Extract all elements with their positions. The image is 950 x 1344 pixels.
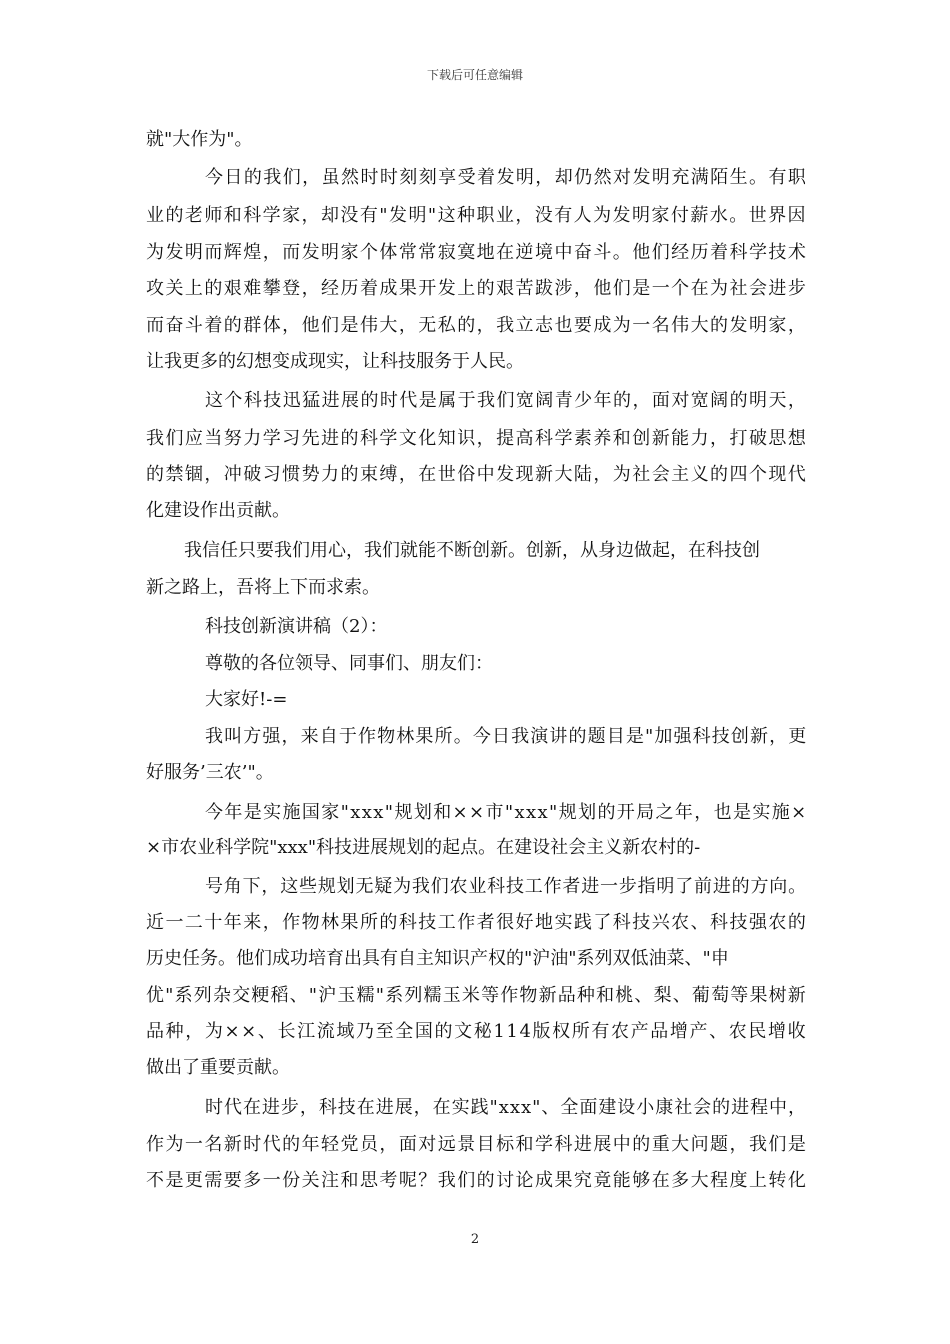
- page-number: 2: [470, 1232, 480, 1247]
- text-line: 攻关上的艰难攀登，经历着成果开发上的艰苦跋涉，他们是一个在为社会进步: [146, 278, 808, 299]
- text-line: 做出了重要贡献。: [146, 1057, 290, 1078]
- text-line: 我们应当努力学习先进的科学文化知识，提高科学素养和创新能力，打破思想: [146, 428, 808, 449]
- text-line: 号角下，这些规划无疑为我们农业科技工作者进一步指明了前进的方向。: [205, 876, 807, 897]
- text-line: 今日的我们，虽然时时刻刻享受着发明，却仍然对发明充满陌生。有职: [205, 167, 808, 188]
- text-line: 就"大作为"。: [146, 129, 253, 150]
- text-line: 我叫方强，来自于作物林果所。今日我演讲的题目是"加强科技创新，更: [205, 726, 808, 747]
- text-line: 这个科技迅猛进展的时代是属于我们宽阔青少年的，面对宽阔的明天，: [205, 390, 808, 411]
- text-line: 时代在进步，科技在进展，在实践"xxx"、全面建设小康社会的进程中，: [205, 1097, 807, 1118]
- text-line: 好服务’三农’"。: [146, 762, 274, 783]
- text-line: 作为一名新时代的年轻党员，面对远景目标和学科进展中的重大问题，我们是: [146, 1134, 808, 1155]
- text-line: 尊敬的各位领导、同事们、朋友们：: [205, 653, 493, 674]
- text-line: 新之路上，吾将上下而求索。: [146, 577, 380, 598]
- page-header: 下载后可任意编辑: [426, 68, 523, 82]
- text-line: 大家好!-=: [205, 689, 288, 710]
- text-line: 化建设作出贡献。: [146, 500, 290, 521]
- text-line: 近一二十年来，作物林果所的科技工作者很好地实践了科技兴农、科技强农的: [146, 912, 808, 933]
- text-line: ×市农业科学院"xxx"科技进展规划的起点。在建设社会主义新农村的-: [146, 837, 701, 858]
- text-line: 我信任只要我们用心，我们就能不断创新。创新，从身边做起，在科技创: [184, 540, 760, 561]
- text-line: 历史任务。他们成功培育出具有自主知识产权的"沪油"系列双低油菜、"申: [146, 948, 729, 969]
- text-line: 为发明而辉煌，而发明家个体常常寂寞地在逆境中奋斗。他们经历着科学技术: [146, 242, 808, 263]
- text-line: 的禁锢，冲破习惯势力的束缚，在世俗中发现新大陆，为社会主义的四个现代: [146, 464, 808, 485]
- text-line: 优"系列杂交粳稻、"沪玉糯"系列糯玉米等作物新品种和桃、梨、葡萄等果树新: [146, 985, 807, 1006]
- text-line: 让我更多的幻想变成现实，让科技服务于人民。: [146, 351, 524, 372]
- text-line: 业的老师和科学家，却没有"发明"这种职业，没有人为发明家付薪水。世界因: [146, 205, 807, 226]
- text-line: 科技创新演讲稿（2）：: [205, 616, 388, 637]
- text-line: 而奋斗着的群体，他们是伟大，无私的，我立志也要成为一名伟大的发明家，: [146, 315, 808, 336]
- text-line: 品种，为××、长江流域乃至全国的文秘114版权所有农产品增产、农民增收: [146, 1021, 808, 1042]
- text-line: 不是更需要多一份关注和思考呢？我们的讨论成果究竟能够在多大程度上转化: [146, 1170, 808, 1191]
- text-line: 今年是实施国家"xxx"规划和××市"xxx"规划的开局之年，也是实施×: [205, 802, 808, 823]
